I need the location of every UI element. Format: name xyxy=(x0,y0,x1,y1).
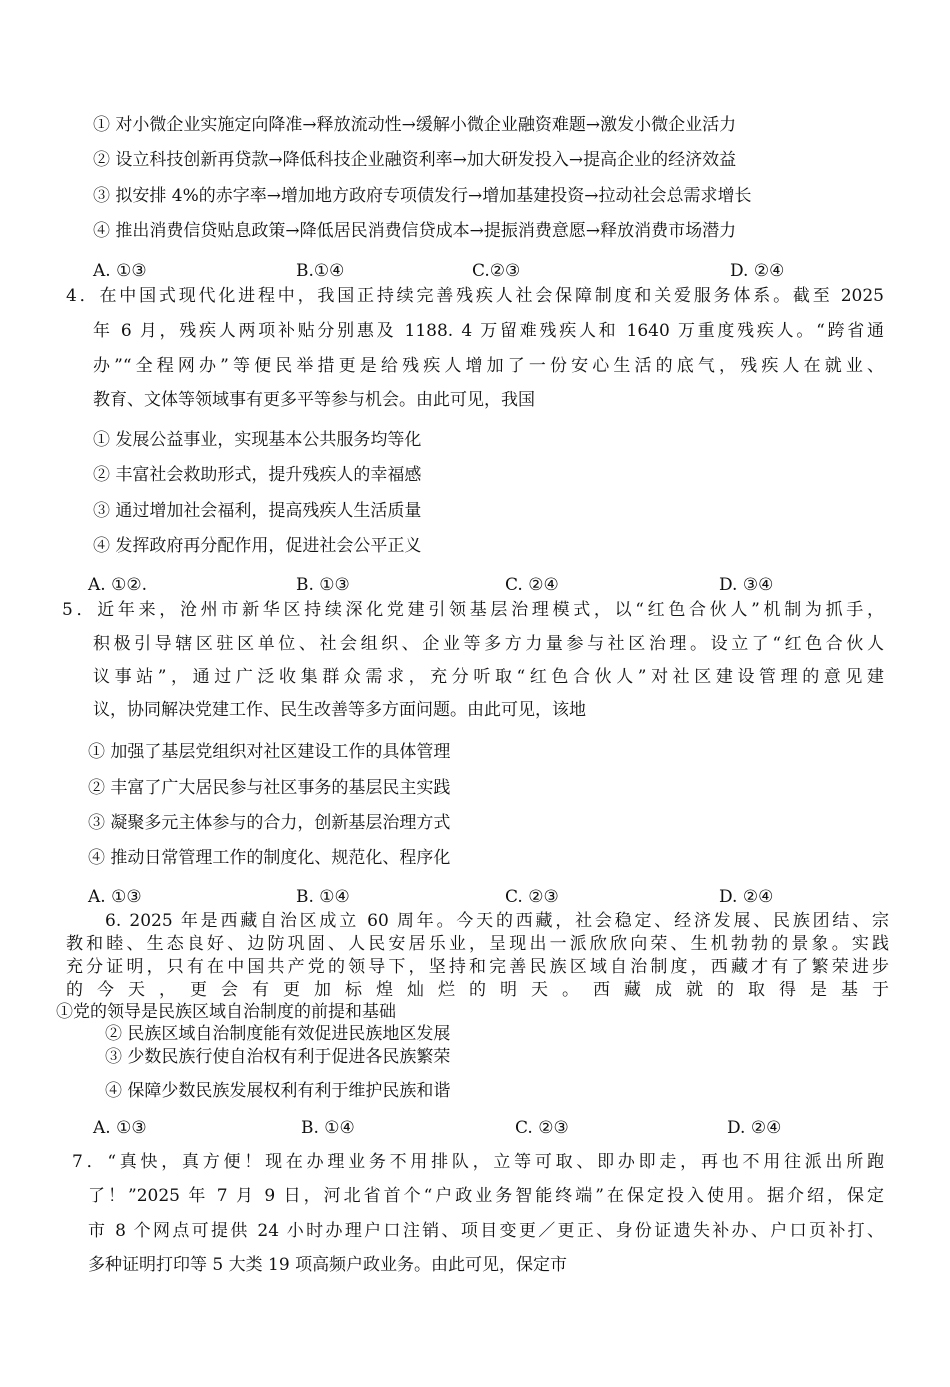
q4-item-1: ① 发展公益事业，实现基本公共服务均等化 xyxy=(93,430,422,450)
q4-stem-line-4: 教育、文体等领域事有更多平等参与机会。由此可见，我国 xyxy=(93,390,535,410)
q4-stem-line-3: 办”“全程网办”等便民举措更是给残疾人增加了一份安心生活的底气，残疾人在就业、 xyxy=(93,356,884,376)
q7-stem-line-4: 多种证明打印等 5 大类 19 项高频户政业务。由此可见，保定市 xyxy=(88,1255,568,1275)
q4-item-3: ③ 通过增加社会福利，提高残疾人生活质量 xyxy=(93,501,422,521)
q5-stem-line-1: 5．近年来，沧州市新华区持续深化党建引领基层治理模式，以“红色合伙人”机制为抓手， xyxy=(62,600,884,620)
q6-stem-line-1: 6. 2025 年是西藏自治区成立 60 周年。今天的西藏，社会稳定、经济发展、民族团结、宗 xyxy=(105,911,889,931)
q6-option-b[interactable]: B. ①④ xyxy=(301,1118,355,1138)
q3-option-c[interactable]: C.②③ xyxy=(472,261,521,281)
q3-option-a[interactable]: A. ①③ xyxy=(93,261,147,281)
q4-option-c[interactable]: C. ②④ xyxy=(505,575,559,595)
q3-item-4: ④ 推出消费信贷贴息政策→降低居民消费信贷成本→提振消费意愿→释放消费市场潜力 xyxy=(93,221,737,241)
q4-stem-line-1: 4．在中国式现代化进程中，我国正持续完善残疾人社会保障制度和关爱服务体系。截至 2025 xyxy=(66,286,884,306)
q5-option-a[interactable]: A. ①③ xyxy=(88,887,142,907)
q5-option-d[interactable]: D. ②④ xyxy=(719,887,774,907)
q6-option-a[interactable]: A. ①③ xyxy=(93,1118,147,1138)
q5-stem-line-3: 议事站”，通过广泛收集群众需求，充分听取“红色合伙人”对社区建设管理的意见建 xyxy=(93,667,884,687)
q7-stem-line-1: 7．“真快，真方便！现在办理业务不用排队，立等可取、即办即走，再也不用往派出所跑 xyxy=(72,1152,884,1172)
q6-stem-line-3: 充分证明，只有在中国共产党的领导下，坚持和完善民族区域自治制度，西藏才有了繁荣进步 xyxy=(66,957,889,977)
q4-item-2: ② 丰富社会救助形式，提升残疾人的幸福感 xyxy=(93,465,422,485)
q5-item-3: ③ 凝聚多元主体参与的合力，创新基层治理方式 xyxy=(88,813,451,833)
q6-item-2: ② 民族区域自治制度能有效促进民族地区发展 xyxy=(105,1024,451,1044)
q4-option-d[interactable]: D. ③④ xyxy=(719,575,774,595)
q5-option-c[interactable]: C. ②③ xyxy=(505,887,559,907)
q3-item-3: ③ 拟安排 4%的赤字率→增加地方政府专项债发行→增加基建投资→拉动社会总需求增长 xyxy=(93,186,752,206)
q7-stem-line-3: 市 8 个网点可提供 24 小时办理户口注销、项目变更／更正、身份证遗失补办、户口页补打、 xyxy=(88,1221,884,1241)
q4-item-4: ④ 发挥政府再分配作用，促进社会公平正义 xyxy=(93,536,422,556)
q5-item-1: ① 加强了基层党组织对社区建设工作的具体管理 xyxy=(88,742,451,762)
q6-stem-line-4: 的 今 天 ， 更 会 有 更 加 标 煌 灿 烂 的 明 天 。 西 藏 成 就 的 取 得 是 基 于 xyxy=(66,980,889,1000)
q3-item-2: ② 设立科技创新再贷款→降低科技企业融资利率→加大研发投入→提高企业的经济效益 xyxy=(93,150,737,170)
q5-item-4: ④ 推动日常管理工作的制度化、规范化、程序化 xyxy=(88,848,451,868)
q7-stem-line-2: 了！”2025 年 7 月 9 日，河北省首个“户政业务智能终端”在保定投入使用。据介绍，保定 xyxy=(88,1186,884,1206)
q4-stem-line-2: 年 6 月，残疾人两项补贴分别惠及 1188. 4 万留难残疾人和 1640 万重度残疾人。“跨省通 xyxy=(93,321,884,341)
q6-item-3: ③ 少数民族行使自治权有利于促进各民族繁荣 xyxy=(105,1047,451,1067)
q6-stem-line-2: 教和睦、生态良好、边防巩固、人民安居乐业，呈现出一派欣欣向荣、生机勃勃的景象。实践 xyxy=(66,934,889,954)
q6-item-4: ④ 保障少数民族发展权利有利于维护民族和谐 xyxy=(105,1081,451,1101)
q3-item-1: ① 对小微企业实施定向降准→释放流动性→缓解小微企业融资难题→激发小微企业活力 xyxy=(93,115,737,135)
q5-stem-line-2: 积极引导辖区驻区单位、社会组织、企业等多方力量参与社区治理。设立了“红色合伙人 xyxy=(93,634,884,654)
q5-stem-line-4: 议，协同解决党建工作、民生改善等多方面问题。由此可见，该地 xyxy=(93,700,586,720)
q5-option-b[interactable]: B. ①④ xyxy=(296,887,350,907)
q6-item-1: ①党的领导是民族区域自治制度的前提和基础 xyxy=(56,1002,396,1022)
q3-option-b[interactable]: B.①④ xyxy=(296,261,345,281)
q6-option-d[interactable]: D. ②④ xyxy=(727,1118,782,1138)
q4-option-b[interactable]: B. ①③ xyxy=(296,575,350,595)
q6-option-c[interactable]: C. ②③ xyxy=(515,1118,569,1138)
q3-option-d[interactable]: D. ②④ xyxy=(730,261,785,281)
q4-option-a[interactable]: A. ①②. xyxy=(88,575,147,595)
q5-item-2: ② 丰富了广大居民参与社区事务的基层民主实践 xyxy=(88,778,451,798)
